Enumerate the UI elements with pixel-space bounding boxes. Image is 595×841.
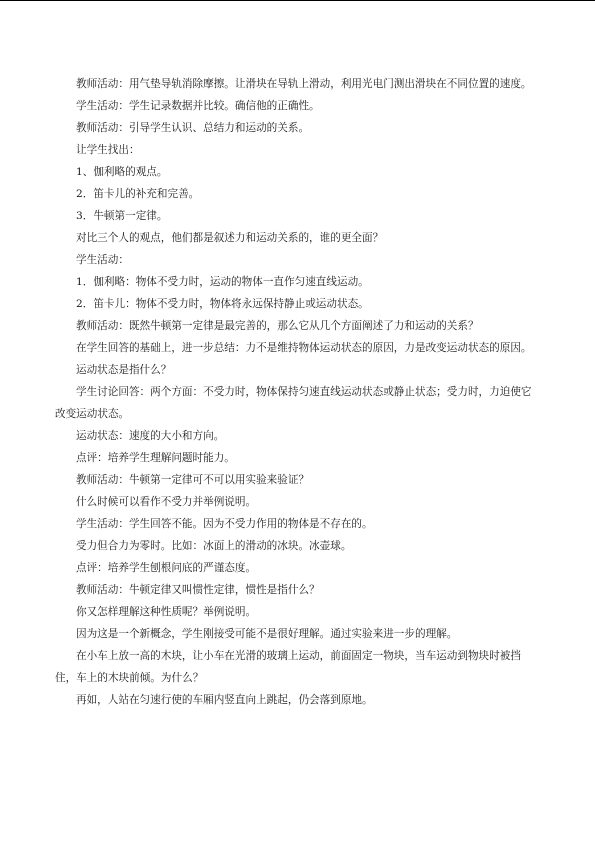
paragraph: 点评：培养学生理解问题时能力。 [76, 452, 235, 464]
paragraph: 运动状态是指什么？ [76, 364, 172, 376]
list-item: 1．伽利略：物体不受力时，运动的物体一直作匀速直线运动。 [76, 276, 369, 288]
paragraph: 因为这是一个新概念，学生刚接受可能不是很好理解。通过实验来进一步的理解。 [76, 628, 458, 640]
paragraph: 受力但合力为零时。比如：冰面上的滑动的冰块。冰壶球。 [76, 540, 352, 552]
paragraph: 学生活动：学生回答不能。因为不受力作用的物体是不存在的。 [76, 518, 373, 530]
list-item: 2．笛卡儿的补充和完善。 [76, 188, 200, 200]
paragraph: 教师活动：用气垫导轨消除摩擦。让滑块在导轨上滑动，利用光电门测出滑块在不同位置的速度。 [76, 78, 532, 90]
paragraph: 再如，人站在匀速行使的车厢内竖直向上跳起，仍会落到原地。 [76, 694, 373, 706]
paragraph: 教师活动：引导学生认识、总结力和运动的关系。 [76, 122, 310, 134]
paragraph: 教师活动：牛顿第一定律可不可以用实验来验证？ [76, 474, 310, 486]
paragraph: 什么时候可以看作不受力并举例说明。 [76, 496, 257, 508]
paragraph: 你又怎样理解这种性质呢？举例说明。 [76, 606, 257, 618]
paragraph: 在学生回答的基础上，进一步总结：力不是维持物体运动状态的原因，力是改变运动状态的原因。 [76, 342, 532, 354]
paragraph: 教师活动：牛顿定律又叫惯性定律，惯性是指什么？ [76, 584, 320, 596]
paragraph: 学生讨论回答：两个方面：不受力时，物体保持匀速直线运动状态或静止状态；受力时，力迫使它改变运动状态。 [55, 386, 532, 420]
paragraph: 运动状态：速度的大小和方向。 [76, 430, 225, 442]
list-item: 2．笛卡儿：物体不受力时，物体将永远保持静止或运动状态。 [76, 298, 369, 310]
paragraph: 点评：培养学生刨根问底的严谨态度。 [76, 562, 257, 574]
paragraph: 对比三个人的观点，他们都是叙述力和运动关系的，谁的更全面？ [76, 232, 384, 244]
paragraph: 教师活动：既然牛顿第一定律是最完善的，那么它从几个方面阐述了力和运动的关系？ [76, 320, 479, 332]
list-item: 3．牛顿第一定律。 [76, 210, 168, 222]
top-border-line [0, 0, 595, 1]
paragraph: 让学生找出： [76, 144, 140, 156]
paragraph: 学生活动： [76, 254, 129, 266]
list-item: 1、伽利略的观点。 [76, 166, 168, 178]
paragraph: 学生活动：学生记录数据并比较。确信他的正确性。 [76, 100, 320, 112]
document-body [55, 73, 539, 711]
paragraph: 在小车上放一高的木块，让小车在光滑的玻璃上运动，前面固定一物块，当车运动到物块时被挡住，车上的木块前倾。为什么？ [55, 650, 521, 684]
